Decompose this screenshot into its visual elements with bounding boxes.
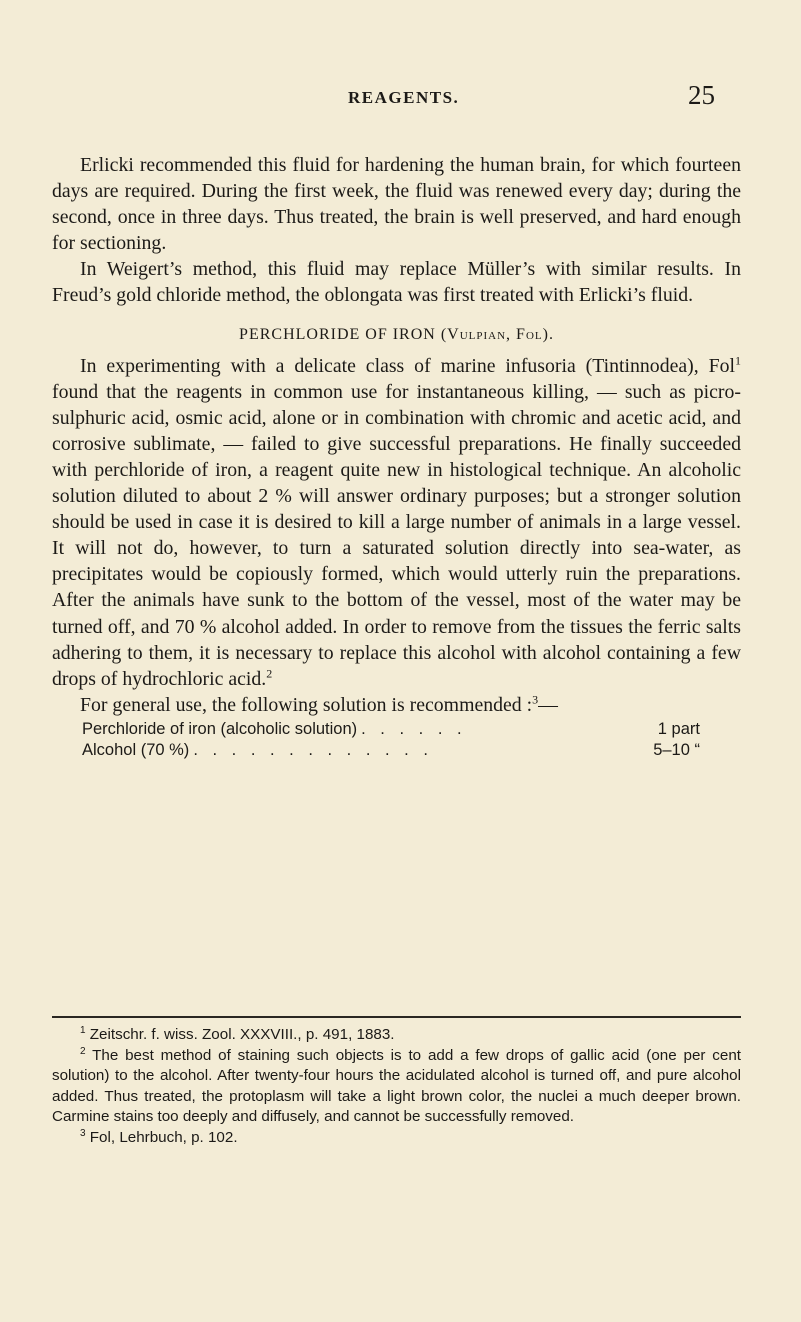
paragraph-fol <box>52 353 741 692</box>
running-head <box>0 80 801 126</box>
ingredient-name: Alcohol (70 %) <box>82 740 190 759</box>
section-title: PERCHLORIDE OF IRON <box>239 325 436 343</box>
section-authors: (Vulpian, Fol). <box>440 325 554 343</box>
footnote-mark: 1 <box>80 1024 86 1036</box>
footnote-text: The best method of staining such objects is to add a few drops of gallic acid (one per cent solution) to the alcohol. After twenty-four hours the acidulated alcohol is turned off, and pure alcohol added. Thus treated, the protoplasm will take a light brown color, the nuclei a much deeper brown. Carmine stains too deeply and diffusely, and cannot be successfully removed. <box>52 1046 741 1126</box>
page-number: 25 <box>688 80 715 110</box>
paragraph-erlicki: Erlicki recommended this fluid for hardening the human brain, for which fourteen days are required. During the first week, the fluid was renewed every day; during the second, once in three days. Thus treated, the brain is well preserved, and hard enough for sectioning. <box>52 154 741 255</box>
footnote-mark: 3 <box>80 1127 86 1139</box>
footnote-2 <box>52 1046 741 1128</box>
footnote-text: Fol, Lehrbuch, p. 102. <box>85 1128 238 1146</box>
paragraph-weigert: In Weigert’s method, this fluid may replace Müller’s with similar results. In Freud’s gold chloride method, the oblongata was first treated with Erlicki’s fluid. <box>52 258 741 307</box>
ingredient-amount: 1 part <box>657 719 700 738</box>
leader-dots: . . . . . . <box>361 719 467 738</box>
footnote-1 <box>52 1025 741 1046</box>
footnote-ref-1: 1 <box>735 352 741 367</box>
paragraph-fol-text-a: In experimenting with a delicate class of marine infusoria (Tintinnodea), Fol <box>80 354 735 377</box>
ingredient-name: Perchloride of iron (alcoholic solution) <box>82 719 358 738</box>
main-text <box>52 152 741 761</box>
formula-table <box>82 719 741 761</box>
paragraph-general-use <box>52 692 741 718</box>
footnote-ref-2: 2 <box>266 666 273 681</box>
paragraph-general-use-dash: — <box>538 693 558 716</box>
leader-dots: . . . . . . . . . . . . . <box>193 740 433 759</box>
footnotes <box>52 1025 741 1149</box>
paragraph-fol-text-b: found that the reagents in common use for instantaneous killing, — such as picro-sulphuric acid, osmic acid, alone or in combination with chromic and acetic acid, and corrosive sublimate, — failed to give successful preparations. He finally succeeded with perchloride of iron, a reagent quite new in histological technique. An alcoholic solution diluted to about 2 % will answer ordinary purposes; but a stronger solution should be used in case it is desired to kill a large number of animals in a large vessel. It will not do, however, to turn a saturated solution directly into sea-water, as precipitates would be copiously formed, which would utterly ruin the preparations. After the animals have sunk to the bottom of the vessel, most of the water may be turned off, and 70 % alcohol added. In order to remove from the tissues the ferric salts adhering to them, it is necessary to replace this alcohol with alcohol containing a few drops of hydrochloric acid. <box>52 380 741 690</box>
formula-row <box>82 719 700 740</box>
section-heading <box>52 325 741 345</box>
running-title: REAGENTS. <box>348 88 460 107</box>
ingredient-amount: 5–10 “ <box>653 740 700 759</box>
footnote-text: Zeitschr. f. wiss. Zool. XXXVIII., p. 491, 1883. <box>85 1026 395 1043</box>
footnote-divider <box>52 1016 741 1018</box>
formula-row <box>82 740 700 761</box>
paragraph-general-use-text: For general use, the following solution is recommended : <box>80 693 533 716</box>
footnote-ref-3: 3 <box>532 692 539 707</box>
footnote-3 <box>52 1128 741 1149</box>
footnote-mark: 2 <box>80 1045 86 1057</box>
